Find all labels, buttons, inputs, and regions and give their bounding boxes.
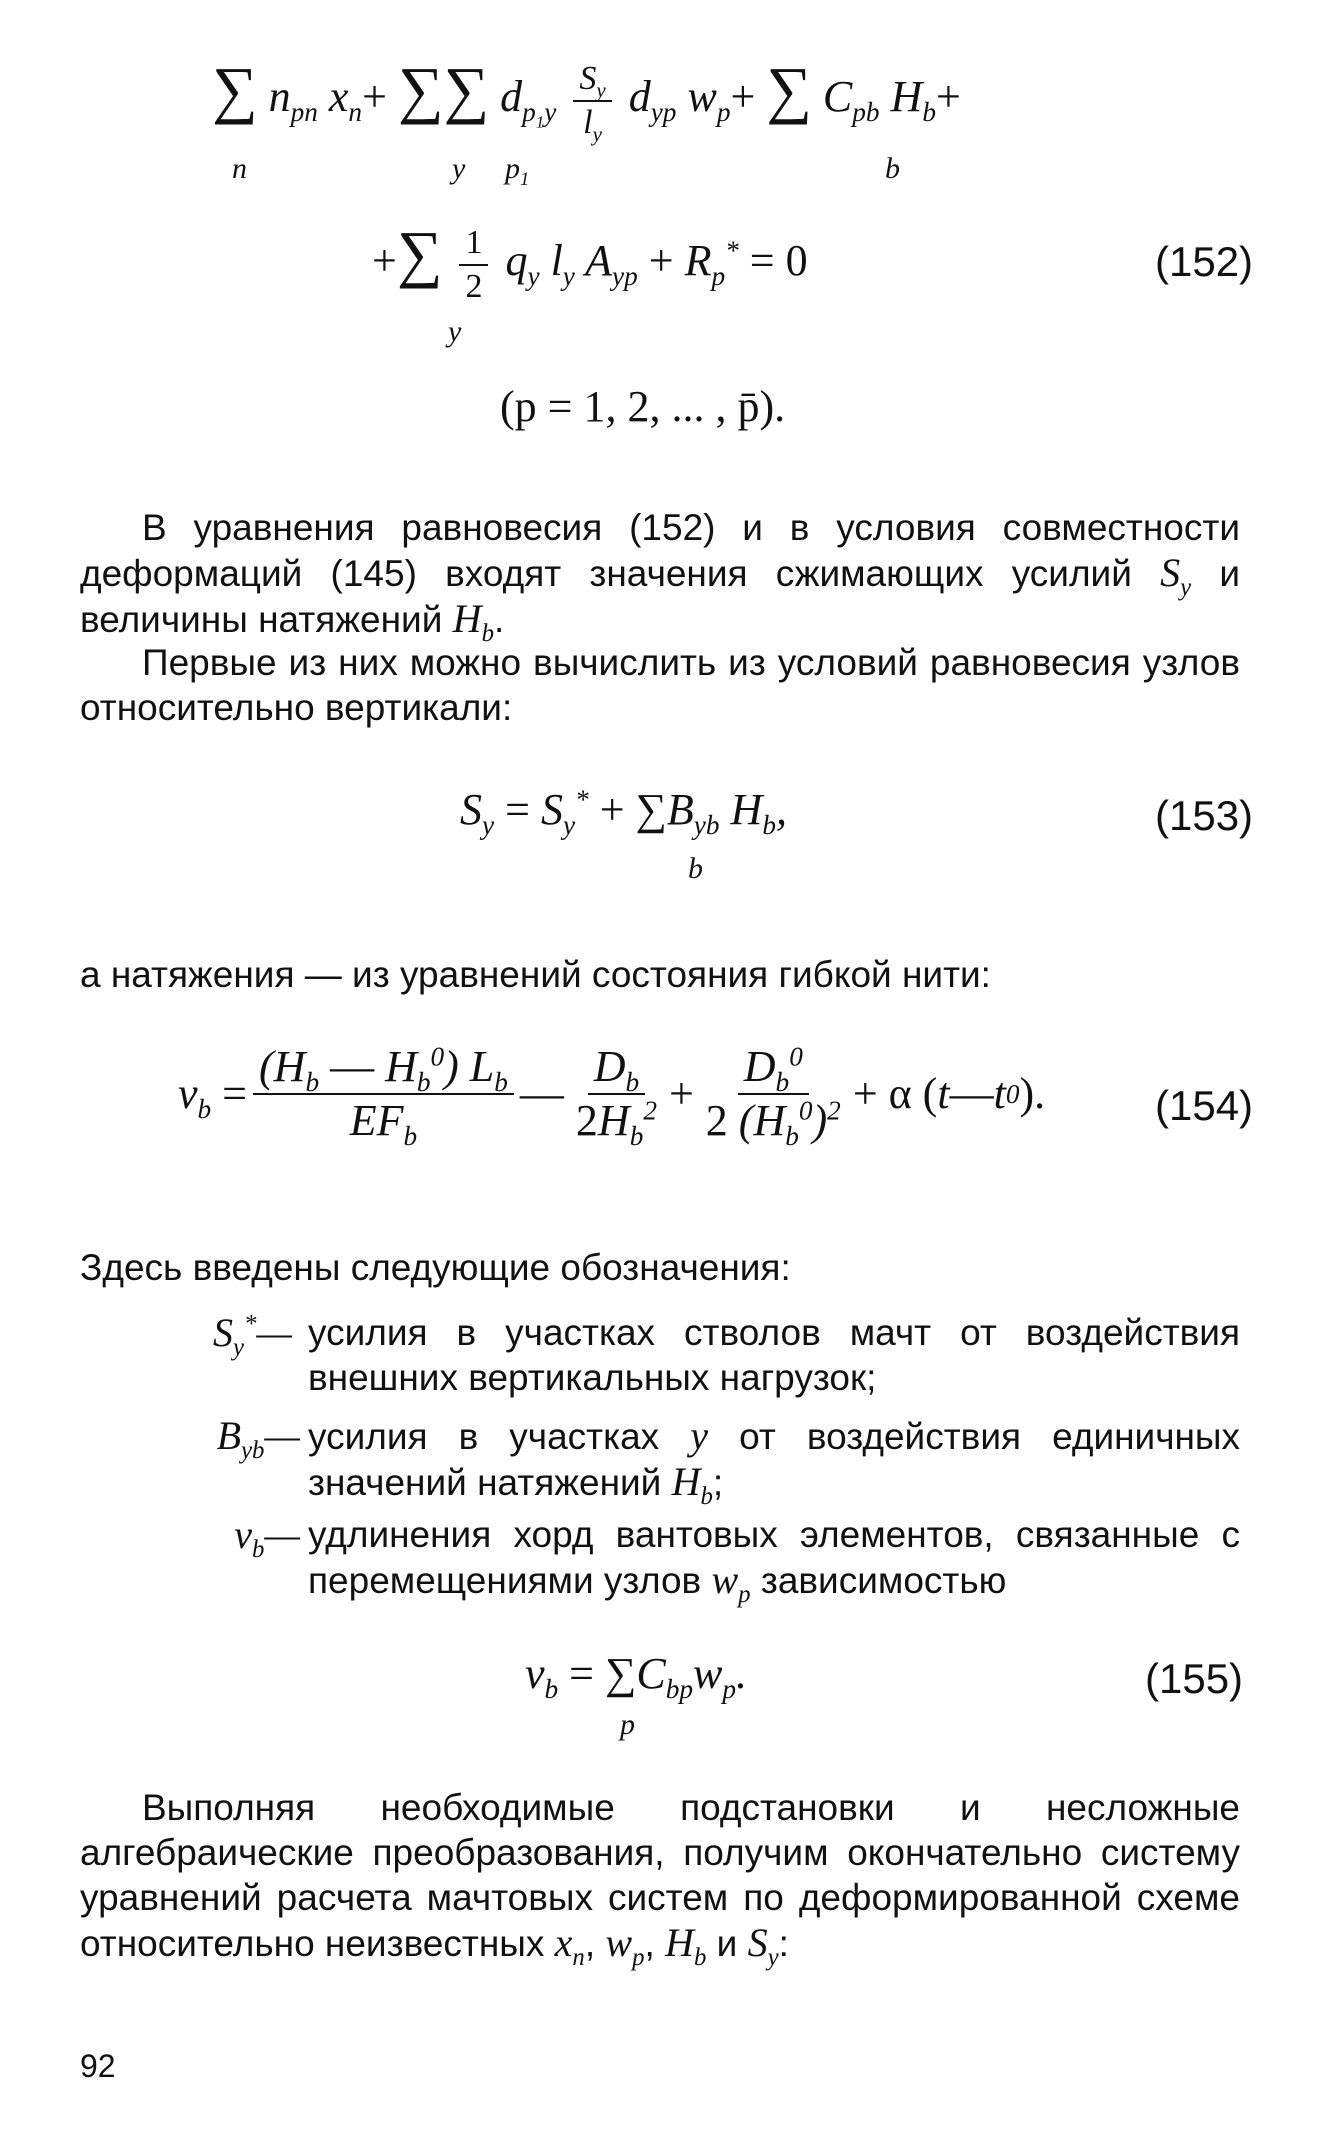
paragraph-1: В уравнения равновесия (152) и в условия совместности деформаций (145) входят значения сжимающих усилий $S_y$ и величины натяжений $H_b$. xyxy=(80,507,1240,647)
paragraph-3: а натяжения — из уравнений состояния гибкой нити: xyxy=(80,954,991,995)
definition-term-vb: $v_b—$ xyxy=(234,1512,300,1563)
paragraph-2: Первые из них можно вычислить из условий равновесия узлов относительно вертикали: xyxy=(80,642,1240,728)
equation-152-line2: +∑ $\frac{1}{2}$ $q_y$ $l_y$ $A_{yp} + R_p^* = 0$ xyxy=(372,218,808,305)
equation-152-line1: ∑ $n_{pn}$ $x_n+$ ∑∑ $d_{p_1y}$ $\frac{S_y}{l_y}$ $d_{yp}$ $w_p+$ ∑ $C_{pb}$ $H_b+$ xyxy=(212,54,961,146)
limit-y2: y xyxy=(448,315,462,348)
limit-n: n xyxy=(232,152,247,185)
paragraph-5: Выполняя необходимые подстановки и несложные алгебраические преобразования, получим окончательно систему уравнений расчета мачтовых систем по деформированной схеме относительно неизвестных $x_n$, $w_p$, $H_b$ и $S_y$: xyxy=(80,1787,1240,1971)
limit-y: y xyxy=(452,152,466,185)
definition-term-sy-star: $S_y^*—$ xyxy=(213,1310,292,1361)
equation-152-condition: (p = 1, 2, ... , p̄). xyxy=(500,382,786,431)
definition-text-2: усилия в участках y от воздействия единичных значений натяжений $H_b$; xyxy=(308,1413,1241,1510)
definition-text-1: усилия в участках стволов мачт от воздействия внешних вертикальных нагрузок; xyxy=(308,1312,1240,1398)
equation-154: $v_b$ = $\frac{(H_b — H_b^0) L_b}{EF_b}$ — $\frac{D_b}{2H_b^2}$ + $\frac{D_b^0}{2 (H_b^0)^2}$ + α ( t — t 0 ). xyxy=(178,1041,1046,1151)
limit-p-155: p xyxy=(620,1708,635,1741)
equation-number-153: (153) xyxy=(1155,792,1254,839)
definition-list xyxy=(80,1310,1240,1670)
limit-b: b xyxy=(885,152,900,185)
limit-p1: $p_1$ xyxy=(505,152,530,190)
equation-number-154: (154) xyxy=(1155,1082,1254,1129)
paragraph-4: Здесь введены следующие обозначения: xyxy=(80,1247,791,1288)
definition-text-3: удлинения хорд вантовых элементов, связанные с перемещениями узлов $w_p$ зависимостью xyxy=(308,1514,1240,1608)
limit-b-153: b xyxy=(688,852,703,885)
equation-number-152: (152) xyxy=(1155,238,1254,285)
page-number: 92 xyxy=(80,2048,116,2084)
definition-term-byb: $B_{yb}—$ xyxy=(216,1413,300,1464)
equation-153: $S_y = S_y^* + \sum B_{yb}$ $H_b$, xyxy=(460,784,787,840)
equation-155: $v_b = \sum C_{bp}w_p$. xyxy=(525,1649,747,1704)
equation-number-155: (155) xyxy=(1145,1655,1244,1702)
